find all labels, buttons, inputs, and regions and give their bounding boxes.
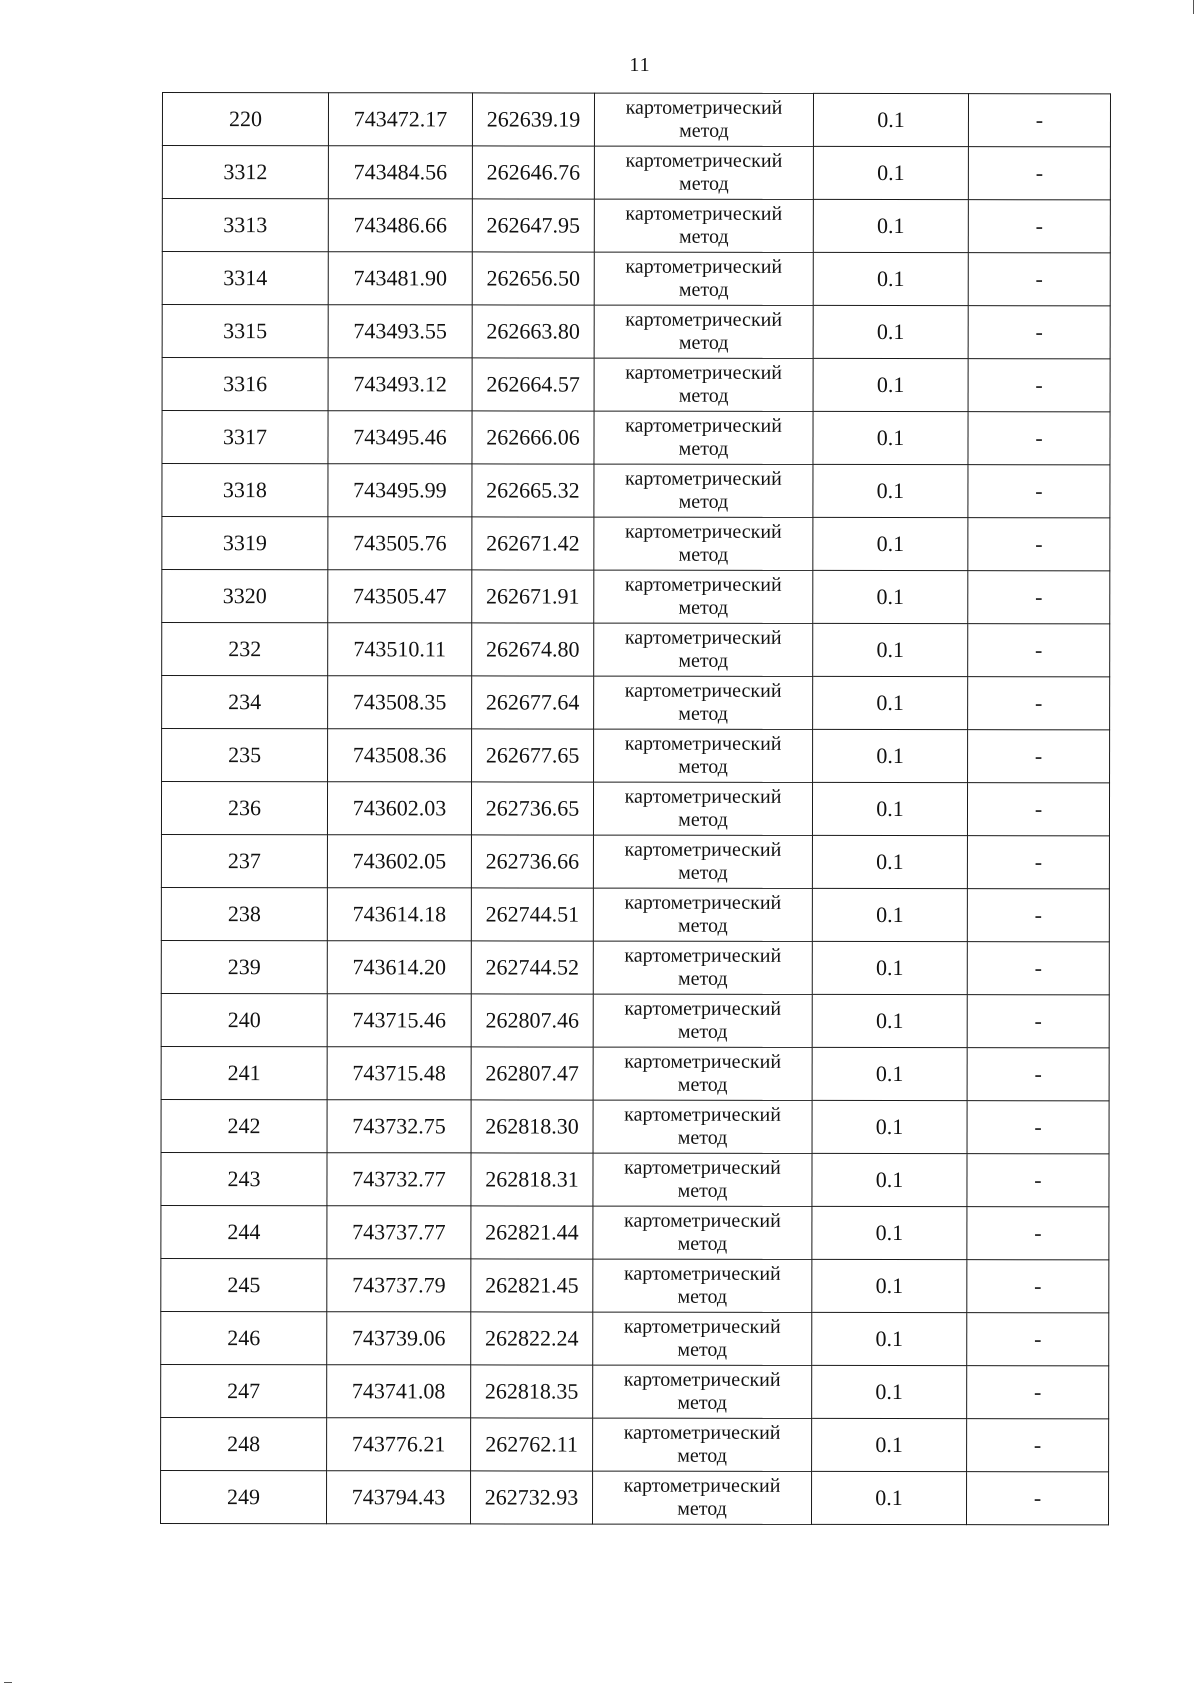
x-coordinate-cell: 743614.20 — [327, 941, 471, 994]
note-cell: - — [967, 1101, 1109, 1154]
x-coordinate-cell: 743493.12 — [328, 358, 472, 411]
accuracy-cell: 0.1 — [813, 729, 968, 782]
y-coordinate-cell: 262818.35 — [471, 1365, 593, 1418]
note-cell: - — [968, 306, 1110, 359]
note-cell: - — [967, 836, 1109, 889]
y-coordinate-cell: 262663.80 — [472, 305, 594, 358]
y-coordinate-cell: 262762.11 — [471, 1418, 593, 1471]
note-cell: - — [968, 359, 1110, 412]
note-cell: - — [968, 94, 1110, 147]
method-line-2: метод — [678, 490, 729, 513]
y-coordinate-cell: 262671.42 — [472, 517, 594, 570]
x-coordinate-cell: 743495.46 — [328, 411, 472, 464]
accuracy-cell: 0.1 — [813, 146, 968, 199]
accuracy-cell: 0.1 — [813, 570, 968, 623]
note-cell: - — [967, 1260, 1109, 1313]
table-row — [161, 1470, 1109, 1524]
table-row — [162, 146, 1110, 200]
y-coordinate-cell: 262744.52 — [471, 941, 593, 994]
method-line-1: картометрический — [624, 679, 782, 702]
method-cell — [593, 1047, 812, 1100]
table-row — [161, 993, 1109, 1047]
method-cell — [594, 199, 813, 252]
accuracy-cell: 0.1 — [812, 835, 967, 888]
table-row — [161, 1152, 1109, 1206]
y-coordinate-cell: 262732.93 — [471, 1471, 593, 1524]
note-cell: - — [968, 624, 1110, 677]
x-coordinate-cell: 743508.35 — [328, 676, 472, 729]
table-row — [161, 1364, 1109, 1418]
point-id-cell: 240 — [161, 993, 327, 1046]
x-coordinate-cell: 743737.77 — [327, 1206, 471, 1259]
method-cell — [594, 411, 813, 464]
note-cell: - — [967, 889, 1109, 942]
y-coordinate-cell: 262647.95 — [472, 199, 594, 252]
method-line-1: картометрический — [625, 361, 783, 384]
method-line-2: метод — [679, 172, 729, 195]
note-cell: - — [968, 200, 1110, 253]
note-cell: - — [968, 465, 1110, 518]
point-id-cell: 3317 — [162, 411, 328, 464]
accuracy-cell: 0.1 — [813, 411, 968, 464]
method-line-1: картометрический — [623, 1421, 781, 1444]
table-row — [161, 1258, 1109, 1312]
point-id-cell: 235 — [162, 729, 328, 782]
point-id-cell: 3319 — [162, 517, 328, 570]
table-row — [162, 411, 1110, 465]
method-line-1: картометрический — [625, 96, 783, 119]
x-coordinate-cell: 743484.56 — [328, 146, 472, 199]
point-id-cell: 3320 — [162, 570, 328, 623]
method-line-2: метод — [678, 914, 728, 937]
accuracy-cell: 0.1 — [812, 782, 967, 835]
note-cell: - — [968, 518, 1110, 571]
accuracy-cell: 0.1 — [812, 1259, 967, 1312]
y-coordinate-cell: 262736.66 — [471, 835, 593, 888]
accuracy-cell: 0.1 — [812, 888, 967, 941]
x-coordinate-cell: 743505.47 — [328, 570, 472, 623]
method-cell — [593, 888, 812, 941]
method-cell — [593, 1471, 812, 1524]
accuracy-cell: 0.1 — [813, 305, 968, 358]
method-line-1: картометрический — [625, 255, 783, 278]
method-cell — [594, 729, 813, 782]
method-line-1: картометрический — [624, 626, 782, 649]
accuracy-cell: 0.1 — [812, 1153, 967, 1206]
method-cell — [594, 252, 813, 305]
note-cell: - — [967, 942, 1109, 995]
accuracy-cell: 0.1 — [812, 1365, 967, 1418]
point-id-cell: 3312 — [162, 146, 328, 199]
note-cell: - — [967, 1048, 1109, 1101]
note-cell: - — [968, 147, 1110, 200]
y-coordinate-cell: 262821.44 — [471, 1206, 593, 1259]
point-id-cell: 241 — [161, 1046, 327, 1099]
table-row — [162, 623, 1110, 677]
method-line-1: картометрический — [624, 944, 782, 967]
point-id-cell: 237 — [161, 835, 327, 888]
method-line-1: картометрический — [623, 1262, 781, 1285]
y-coordinate-cell: 262818.30 — [471, 1100, 593, 1153]
method-cell — [593, 782, 812, 835]
method-line-1: картометрический — [625, 414, 782, 437]
x-coordinate-cell: 743486.66 — [328, 199, 472, 252]
method-line-2: метод — [677, 967, 728, 990]
method-line-2: метод — [679, 119, 729, 142]
y-coordinate-cell: 262677.64 — [472, 676, 594, 729]
method-line-1: картометрический — [624, 732, 782, 755]
x-coordinate-cell: 743732.75 — [327, 1100, 471, 1153]
method-line-1: картометрический — [625, 202, 783, 225]
accuracy-cell: 0.1 — [813, 464, 968, 517]
method-line-1: картометрический — [624, 1156, 781, 1179]
x-coordinate-cell: 743715.48 — [327, 1047, 471, 1100]
x-coordinate-cell: 743732.77 — [327, 1153, 471, 1206]
table-row — [162, 305, 1110, 359]
point-id-cell: 246 — [161, 1311, 327, 1364]
method-line-1: картометрический — [624, 997, 782, 1020]
method-line-2: метод — [678, 808, 728, 831]
method-cell — [593, 1259, 812, 1312]
accuracy-cell: 0.1 — [813, 623, 968, 676]
x-coordinate-cell: 743715.46 — [327, 994, 471, 1047]
table-row — [162, 570, 1110, 624]
method-line-2: метод — [678, 384, 729, 407]
y-coordinate-cell: 262646.76 — [472, 146, 594, 199]
method-line-2: метод — [678, 596, 729, 619]
accuracy-cell: 0.1 — [813, 517, 968, 570]
y-coordinate-cell: 262666.06 — [472, 411, 594, 464]
x-coordinate-cell: 743505.76 — [328, 517, 472, 570]
point-id-cell: 239 — [161, 940, 327, 993]
table-row — [162, 252, 1110, 306]
y-coordinate-cell: 262677.65 — [472, 729, 594, 782]
point-id-cell: 238 — [161, 887, 327, 940]
method-line-2: метод — [677, 1179, 728, 1202]
method-cell — [593, 994, 812, 1047]
method-cell — [594, 676, 813, 729]
x-coordinate-cell: 743472.17 — [328, 93, 472, 146]
method-line-1: картометрический — [623, 1474, 781, 1497]
table-row — [161, 1417, 1109, 1471]
method-cell — [593, 1312, 812, 1365]
method-cell — [594, 570, 813, 623]
point-id-cell: 3314 — [162, 252, 328, 305]
coordinates-table-body — [161, 93, 1111, 1525]
coordinates-table — [160, 92, 1111, 1525]
method-cell — [594, 623, 813, 676]
y-coordinate-cell: 262822.24 — [471, 1312, 593, 1365]
x-coordinate-cell: 743741.08 — [327, 1365, 471, 1418]
accuracy-cell: 0.1 — [812, 1047, 967, 1100]
point-id-cell: 242 — [161, 1099, 327, 1152]
method-line-1: картометрический — [624, 1050, 782, 1073]
note-cell: - — [967, 1419, 1109, 1472]
x-coordinate-cell: 743776.21 — [327, 1418, 471, 1471]
x-coordinate-cell: 743602.03 — [327, 782, 471, 835]
point-id-cell: 3318 — [162, 464, 328, 517]
accuracy-cell: 0.1 — [812, 994, 967, 1047]
y-coordinate-cell: 262664.57 — [472, 358, 594, 411]
point-id-cell: 220 — [162, 93, 328, 146]
point-id-cell: 3313 — [162, 199, 328, 252]
method-line-2: метод — [677, 1391, 727, 1414]
note-cell: - — [967, 995, 1109, 1048]
point-id-cell: 247 — [161, 1364, 327, 1417]
method-cell — [593, 1365, 812, 1418]
note-cell: - — [968, 730, 1110, 783]
note-cell: - — [968, 571, 1110, 624]
point-id-cell: 245 — [161, 1258, 327, 1311]
method-line-1: картометрический — [625, 149, 783, 172]
method-cell — [593, 1206, 812, 1259]
method-line-2: метод — [678, 331, 729, 354]
note-cell: - — [967, 1313, 1109, 1366]
method-line-2: метод — [677, 1497, 727, 1520]
x-coordinate-cell: 743614.18 — [327, 888, 471, 941]
method-line-1: картометрический — [625, 308, 783, 331]
method-line-2: метод — [678, 225, 729, 248]
method-cell — [594, 305, 813, 358]
method-line-1: картометрический — [624, 573, 782, 596]
accuracy-cell: 0.1 — [813, 676, 968, 729]
method-line-2: метод — [677, 1338, 728, 1361]
y-coordinate-cell: 262656.50 — [472, 252, 594, 305]
method-line-1: картометрический — [624, 838, 782, 861]
method-line-2: метод — [678, 861, 728, 884]
accuracy-cell: 0.1 — [812, 1418, 967, 1471]
table-row — [162, 464, 1110, 518]
y-coordinate-cell: 262807.46 — [471, 994, 593, 1047]
method-cell — [594, 93, 813, 146]
y-coordinate-cell: 262818.31 — [471, 1153, 593, 1206]
table-row — [162, 517, 1110, 571]
accuracy-cell: 0.1 — [813, 252, 968, 305]
method-cell — [593, 835, 812, 888]
table-row — [162, 93, 1110, 147]
x-coordinate-cell: 743495.99 — [328, 464, 472, 517]
method-line-2: метод — [678, 278, 729, 301]
method-cell — [593, 1153, 812, 1206]
method-line-1: картометрический — [624, 891, 782, 914]
x-coordinate-cell: 743493.55 — [328, 305, 472, 358]
method-line-2: метод — [678, 755, 728, 778]
x-coordinate-cell: 743481.90 — [328, 252, 472, 305]
table-row — [161, 1205, 1109, 1259]
point-id-cell: 3315 — [162, 305, 328, 358]
x-coordinate-cell: 743508.36 — [328, 729, 472, 782]
method-line-2: метод — [678, 649, 729, 672]
note-cell: - — [968, 677, 1110, 730]
method-cell — [593, 1100, 812, 1153]
accuracy-cell: 0.1 — [812, 941, 967, 994]
point-id-cell: 3316 — [162, 358, 328, 411]
table-row — [162, 358, 1110, 412]
accuracy-cell: 0.1 — [812, 1206, 967, 1259]
point-id-cell: 234 — [162, 676, 328, 729]
method-cell — [594, 358, 813, 411]
method-cell — [594, 517, 813, 570]
scan-edge-mark — [1193, 0, 1194, 14]
method-line-1: картометрический — [623, 1315, 781, 1338]
accuracy-cell: 0.1 — [813, 93, 968, 146]
x-coordinate-cell: 743794.43 — [327, 1471, 471, 1524]
accuracy-cell: 0.1 — [813, 358, 968, 411]
method-line-2: метод — [677, 1126, 728, 1149]
accuracy-cell: 0.1 — [812, 1312, 967, 1365]
method-line-1: картометрический — [625, 467, 782, 490]
page-number: 11 — [629, 54, 651, 76]
table-row — [161, 940, 1109, 994]
point-id-cell: 249 — [161, 1470, 327, 1523]
method-line-1: картометрический — [624, 1209, 781, 1232]
table-row — [161, 1099, 1109, 1153]
point-id-cell: 243 — [161, 1152, 327, 1205]
table-row — [161, 782, 1109, 836]
table-row — [161, 835, 1109, 889]
table-row — [161, 1046, 1109, 1100]
method-line-2: метод — [677, 1285, 728, 1308]
method-line-2: метод — [677, 1232, 728, 1255]
method-line-2: метод — [677, 1444, 727, 1467]
point-id-cell: 244 — [161, 1205, 327, 1258]
x-coordinate-cell: 743510.11 — [328, 623, 472, 676]
x-coordinate-cell: 743737.79 — [327, 1259, 471, 1312]
y-coordinate-cell: 262665.32 — [472, 464, 594, 517]
y-coordinate-cell: 262674.80 — [472, 623, 594, 676]
y-coordinate-cell: 262671.91 — [472, 570, 594, 623]
y-coordinate-cell: 262736.65 — [471, 782, 593, 835]
method-line-2: метод — [678, 437, 729, 460]
note-cell: - — [967, 1472, 1109, 1525]
method-cell — [594, 464, 813, 517]
table-row — [162, 729, 1110, 783]
method-cell — [594, 146, 813, 199]
y-coordinate-cell: 262744.51 — [471, 888, 593, 941]
point-id-cell: 248 — [161, 1417, 327, 1470]
table-row — [162, 199, 1110, 253]
accuracy-cell: 0.1 — [812, 1471, 967, 1524]
method-cell — [593, 1418, 812, 1471]
accuracy-cell: 0.1 — [813, 199, 968, 252]
table-row — [161, 1311, 1109, 1365]
note-cell: - — [968, 412, 1110, 465]
point-id-cell: 232 — [162, 623, 328, 676]
table-row — [162, 676, 1110, 730]
x-coordinate-cell: 743739.06 — [327, 1312, 471, 1365]
method-line-2: метод — [678, 543, 729, 566]
method-line-1: картометрический — [624, 520, 782, 543]
method-line-2: метод — [677, 1020, 728, 1043]
table-row — [161, 887, 1109, 941]
method-line-2: метод — [678, 702, 728, 725]
note-cell: - — [967, 1366, 1109, 1419]
y-coordinate-cell: 262639.19 — [472, 93, 594, 146]
point-id-cell: 236 — [161, 782, 327, 835]
note-cell: - — [968, 253, 1110, 306]
method-cell — [593, 941, 812, 994]
accuracy-cell: 0.1 — [812, 1100, 967, 1153]
y-coordinate-cell: 262821.45 — [471, 1259, 593, 1312]
scan-edge-mark-bottom — [4, 1682, 12, 1683]
x-coordinate-cell: 743602.05 — [327, 835, 471, 888]
y-coordinate-cell: 262807.47 — [471, 1047, 593, 1100]
note-cell: - — [967, 1154, 1109, 1207]
method-line-1: картометрический — [624, 1103, 781, 1126]
method-line-1: картометрический — [623, 1368, 781, 1391]
note-cell: - — [967, 783, 1109, 836]
note-cell: - — [967, 1207, 1109, 1260]
method-line-1: картометрический — [624, 785, 782, 808]
method-line-2: метод — [677, 1073, 728, 1096]
